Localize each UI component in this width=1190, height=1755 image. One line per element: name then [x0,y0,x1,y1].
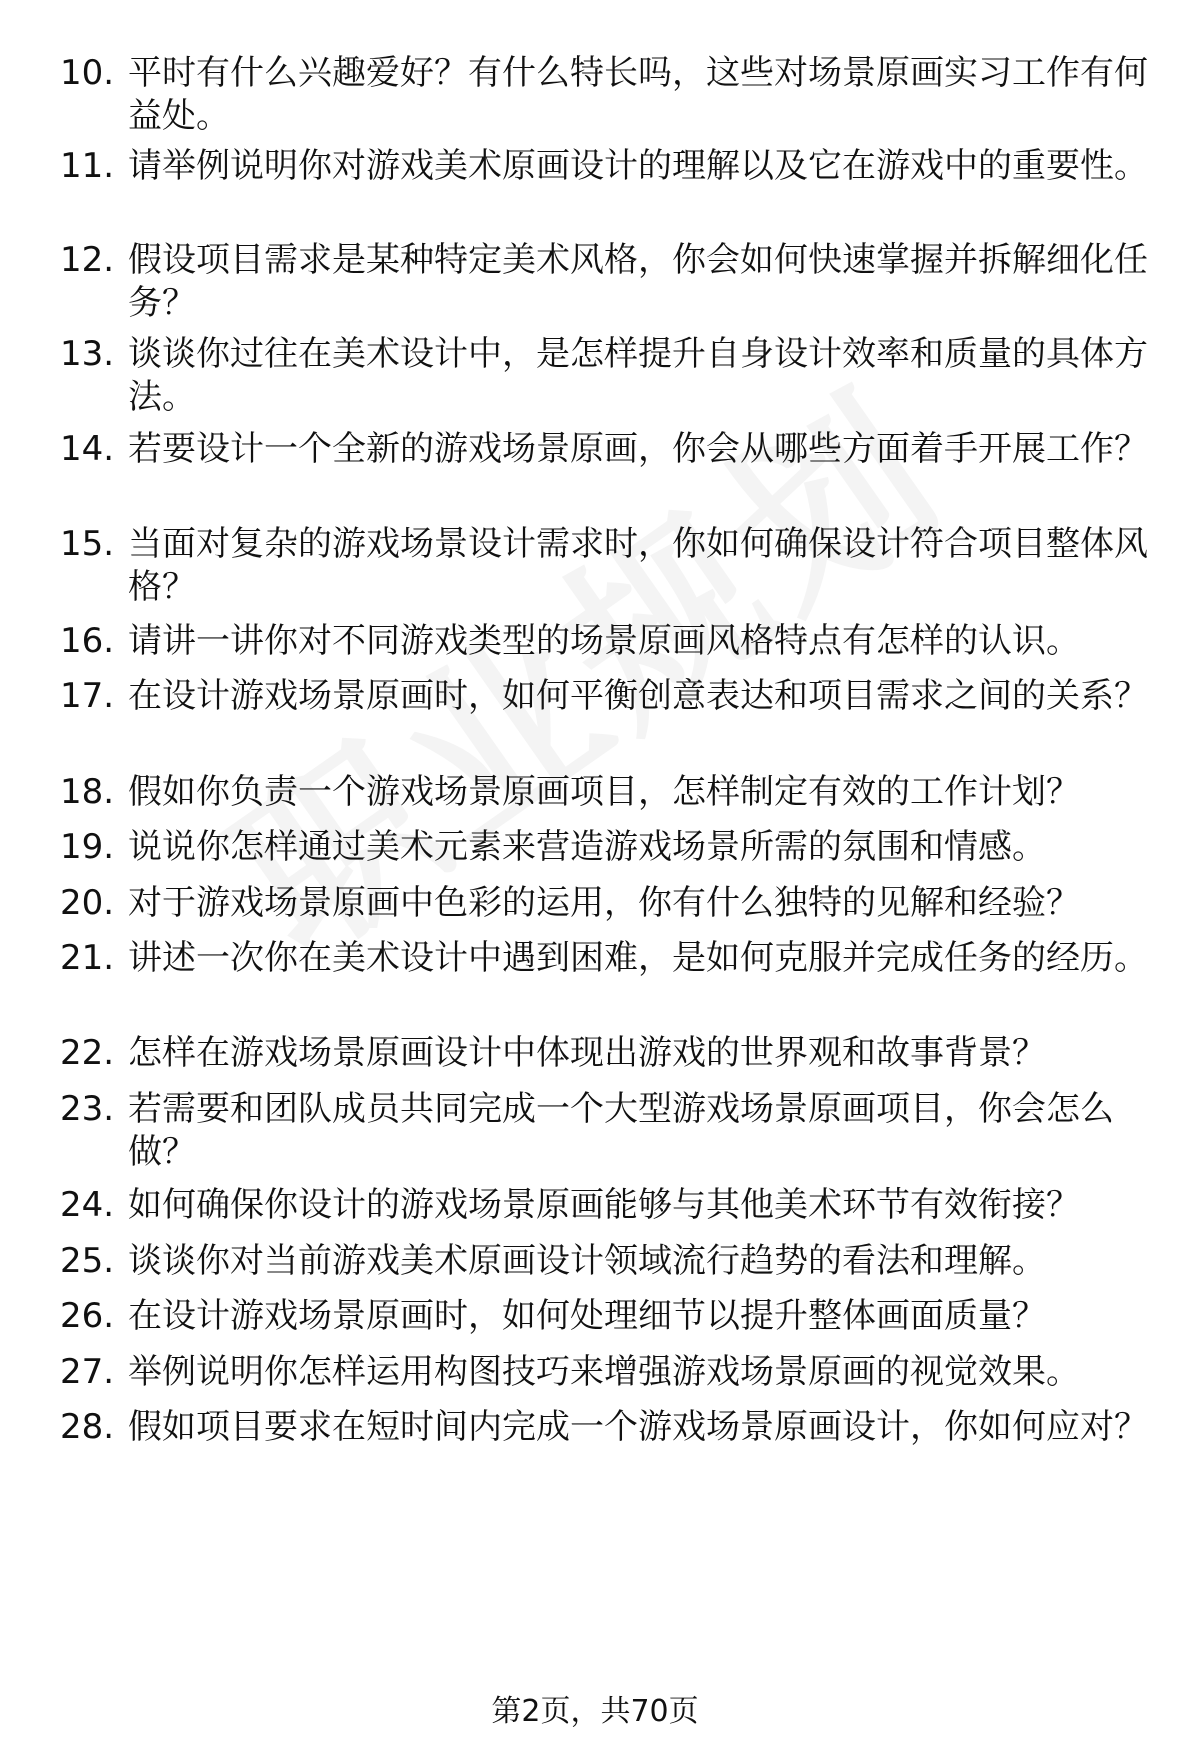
question-number: 19. [60,827,115,867]
question-number: 18. [60,772,115,812]
question-number: 23. [60,1089,115,1129]
question-number: 24. [60,1185,115,1225]
question-number: 10. [60,53,115,93]
question-text: 当面对复杂的游戏场景设计需求时，你如何确保设计符合项目整体风格？ [128,524,1148,607]
question-number: 21. [60,938,115,978]
question-text: 对于游戏场景原画中色彩的运用，你有什么独特的见解和经验？ [128,883,1080,923]
question-text: 假设项目需求是某种特定美术风格，你会如何快速掌握并拆解细化任务？ [128,240,1148,323]
question-number: 11. [60,146,115,186]
question-number: 26. [60,1296,115,1336]
question-number: 16. [60,621,115,661]
question-text: 假如项目要求在短时间内完成一个游戏场景原画设计，你如何应对？ [128,1407,1148,1447]
question-text: 谈谈你过往在美术设计中，是怎样提升自身设计效率和质量的具体方法。 [128,334,1148,417]
question-text: 在设计游戏场景原画时，如何平衡创意表达和项目需求之间的关系？ [128,676,1148,716]
question-text: 请举例说明你对游戏美术原画设计的理解以及它在游戏中的重要性。 [128,146,1148,186]
question-text: 如何确保你设计的游戏场景原画能够与其他美术环节有效衔接？ [128,1185,1080,1225]
question-number: 28. [60,1407,115,1447]
question-number: 15. [60,524,115,564]
question-text: 若要设计一个全新的游戏场景原画，你会从哪些方面着手开展工作？ [128,429,1148,469]
question-number: 22. [60,1033,115,1073]
question-number: 12. [60,240,115,280]
question-text: 假如你负责一个游戏场景原画项目，怎样制定有效的工作计划？ [128,772,1080,812]
question-text: 谈谈你对当前游戏美术原画设计领域流行趋势的看法和理解。 [128,1241,1046,1281]
question-number: 13. [60,334,115,374]
question-number: 25. [60,1241,115,1281]
question-number: 17. [60,676,115,716]
question-number: 20. [60,883,115,923]
question-text: 平时有什么兴趣爱好？有什么特长吗，这些对场景原画实习工作有何益处。 [128,53,1148,136]
question-text: 在设计游戏场景原画时，如何处理细节以提升整体画面质量？ [128,1296,1046,1336]
question-text: 说说你怎样通过美术元素来营造游戏场景所需的氛围和情感。 [128,827,1046,867]
question-text: 举例说明你怎样运用构图技巧来增强游戏场景原画的视觉效果。 [128,1352,1080,1392]
question-text: 请讲一讲你对不同游戏类型的场景原画风格特点有怎样的认识。 [128,621,1080,661]
question-number: 14. [60,429,115,469]
question-text: 怎样在游戏场景原画设计中体现出游戏的世界观和故事背景？ [128,1033,1046,1073]
question-text: 讲述一次你在美术设计中遇到困难，是如何克服并完成任务的经历。 [128,938,1148,978]
page-number-footer: 第2页，共70页 [491,1694,699,1729]
question-text: 若需要和团队成员共同完成一个大型游戏场景原画项目，你会怎么做？ [128,1089,1114,1172]
question-number: 27. [60,1352,115,1392]
